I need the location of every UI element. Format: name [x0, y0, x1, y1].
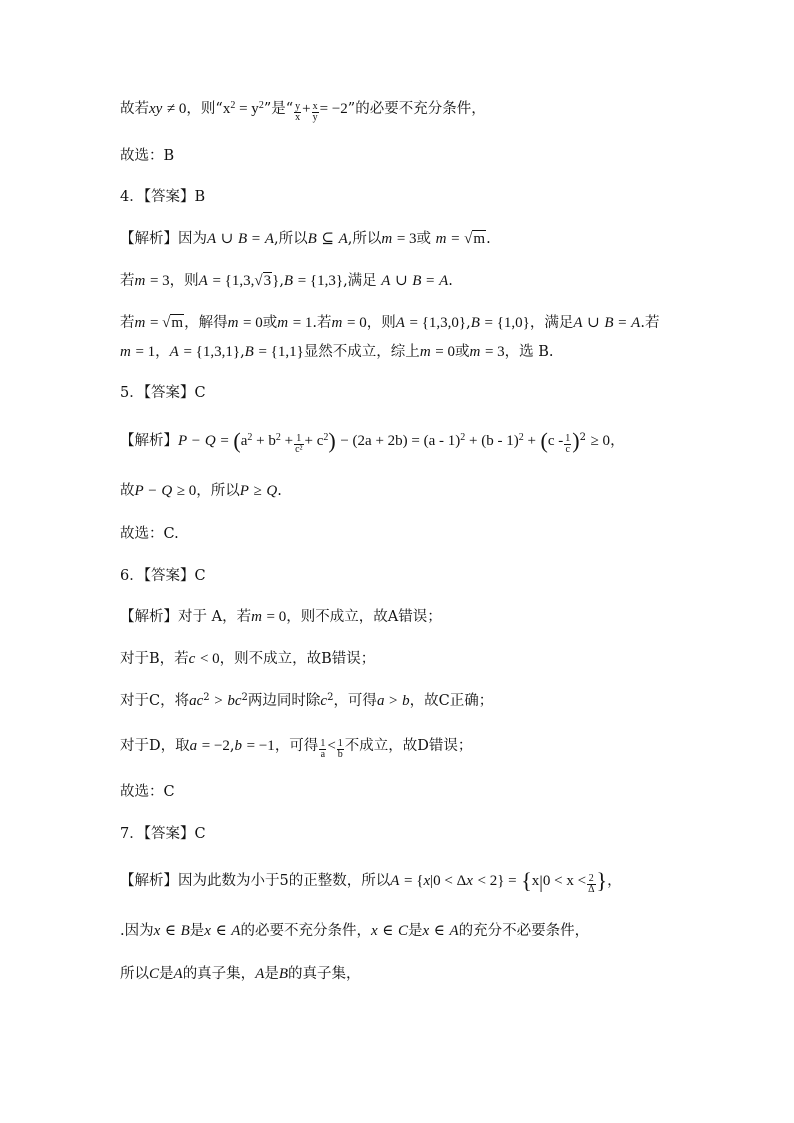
answer-5-line-3: 故选：C. — [120, 526, 179, 542]
text-line-2: 故选：B — [120, 148, 175, 164]
answer-6-line-1: 【解析】对于 A，若m = 0，则不成立，故A错误； — [120, 609, 442, 625]
answer-4-line-4: m = 1，A = {1,3,1},B = {1,1}显然不成立，综上m = 0或m = 3，选 B. — [120, 344, 554, 360]
answer-4-line-2: 若m = 3，则A = {1,3,√3},B = {1,3},满足 A ∪ B = A. — [120, 273, 453, 289]
answer-7-line-3: 所以C是A的真子集，A是B的真子集， — [120, 966, 361, 982]
answer-6-line-5: 故选：C — [120, 784, 175, 800]
answer-6-line-4: 对于D，取a = −2,b = −1，可得 $\frac{1}{a}$ < $\frac{1}{b}$ 不成立，故D错误； — [120, 738, 473, 760]
text-line-1: 故若xy ≠ 0，则“$x^2 = y^2$”是“ $\frac{y}{x}$ + $\frac{x}{y}$ = −2”的必要不充分条件， — [120, 100, 486, 123]
answer-4-line-3: 若m = √m，解得m = 0或m = 1.若m = 0，则A = {1,3,0},B = {1,0}，满足A ∪ B = A.若 — [120, 315, 660, 331]
answer-6-line-2: 对于B，若c < 0，则不成立，故B错误； — [120, 651, 376, 667]
answer-4-heading: 4．【答案】B — [120, 189, 206, 205]
answer-7-line-1: 【解析】因为此数为小于5的正整数，所以A = {x|0 < Δx < 2} = {x|0 < x < $\frac{2}{\Delta}$ }， — [120, 868, 622, 895]
answer-7-line-2: .因为x ∈ B是x ∈ A的必要不充分条件，x ∈ C是x ∈ A的充分不必要条件， — [120, 923, 590, 939]
answer-5-heading: 5．【答案】C — [120, 385, 206, 401]
answer-5-line-1: 【解析】$P - Q = (a^2 + b^2$ + $\frac{1}{\text{c²}}$ + $c^2) - (2a + 2b) = (a - 1)^2 + (b - 1)^2 + (c$ - $\frac{1}{c}$ )$^2$ ≥ 0， — [120, 428, 625, 455]
answer-5-line-2: 故P − Q ≥ 0，所以P ≥ Q. — [120, 483, 282, 499]
answer-7-heading: 7．【答案】C — [120, 826, 206, 842]
answer-4-line-1: 【解析】因为A ∪ B = A,所以B ⊆ A,所以m = 3或 m = √m. — [120, 231, 491, 247]
answer-6-line-3: 对于C，将$ac^2 > bc^2$两边同时除$c^2$，可得a > b，故C正确； — [120, 692, 494, 709]
answer-6-heading: 6．【答案】C — [120, 568, 206, 584]
